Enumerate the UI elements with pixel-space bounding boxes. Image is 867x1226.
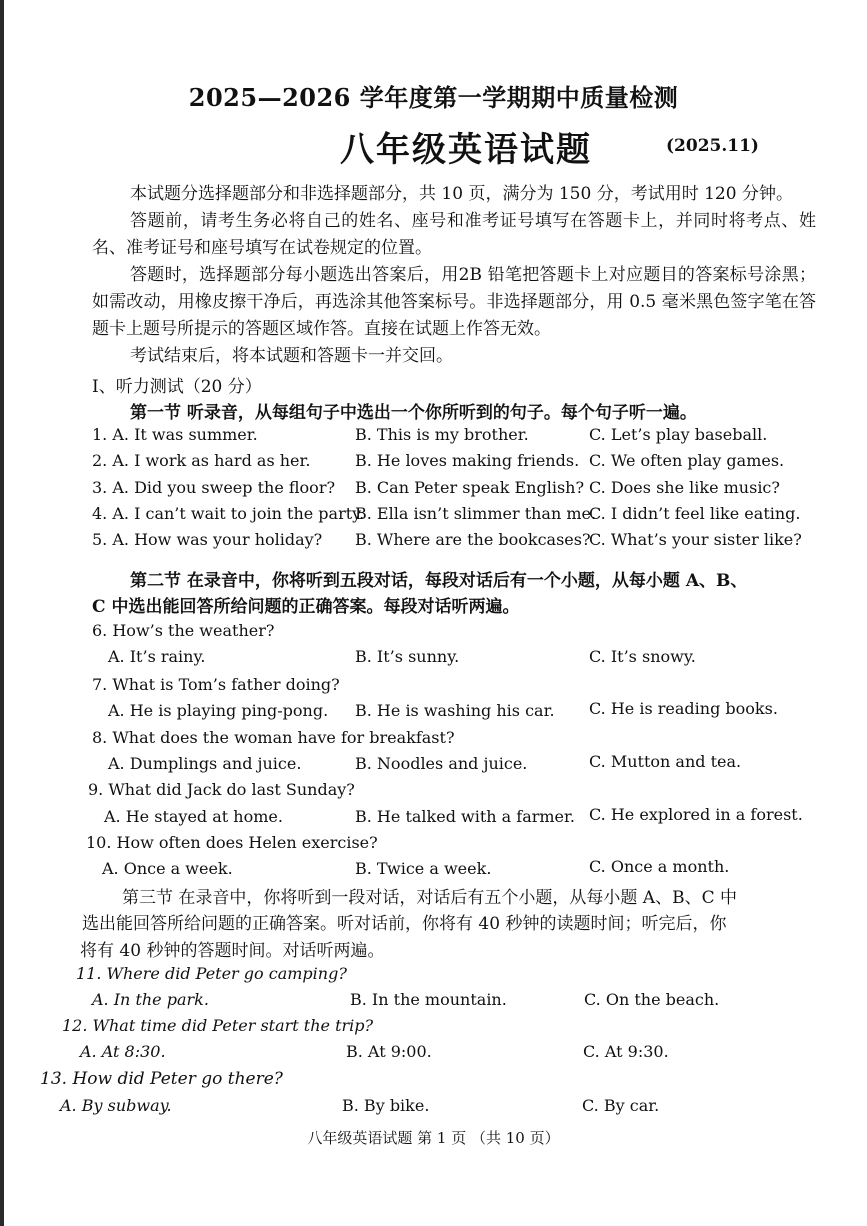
exam-main-title: 八年级英语试题	[340, 130, 592, 170]
s3-q11-option-c: C. On the beach.	[584, 990, 720, 1009]
instruction-paragraph-4: 考试结束后，将本试题和答题卡一并交回。	[130, 346, 453, 366]
section3-heading-line2: 选出能回答所给问题的正确答案。听对话前，你将有 40 秒钟的读题时间；听完后，你	[82, 914, 727, 934]
s3-q13-option-b: B. By bike.	[342, 1096, 430, 1115]
s1-q1-option-a: 1. A. It was summer.	[92, 425, 258, 444]
s2-q10-option-c: C. Once a month.	[589, 857, 730, 876]
s1-q2-option-b: B. He loves making friends.	[355, 451, 580, 470]
s1-q2-option-a: 2. A. I work as hard as her.	[92, 451, 311, 470]
section2-heading-line2: C 中选出能回答所给问题的正确答案。每段对话听两遍。	[92, 597, 520, 617]
s2-q9-option-b: B. He talked with a farmer.	[355, 807, 575, 826]
s2-q8-option-b: B. Noodles and juice.	[355, 754, 528, 773]
s1-q4-option-a: 4. A. I can’t wait to join the party.	[92, 504, 365, 523]
s3-q13-option-a: A. By subway.	[60, 1096, 172, 1115]
s3-q12-question: 12. What time did Peter start the trip?	[62, 1016, 374, 1035]
s1-q1-option-c: C. Let’s play baseball.	[589, 425, 768, 444]
s1-q3-option-a: 3. A. Did you sweep the floor?	[92, 478, 336, 497]
s2-q9-question: 9. What did Jack do last Sunday?	[88, 780, 355, 799]
s1-q1-option-b: B. This is my brother.	[355, 425, 529, 444]
s1-q3-option-b: B. Can Peter speak English?	[355, 478, 585, 497]
s2-q6-question: 6. How’s the weather?	[92, 621, 275, 640]
s2-q7-question: 7. What is Tom’s father doing?	[92, 675, 340, 694]
section1-heading: 第一节 听录音，从每组句子中选出一个你所听到的句子。每个句子听一遍。	[130, 403, 697, 423]
s1-q5-option-b: B. Where are the bookcases?	[355, 530, 591, 549]
s3-q13-option-c: C. By car.	[582, 1096, 660, 1115]
s1-q4-option-b: B. Ella isn’t slimmer than me.	[355, 504, 597, 523]
s2-q8-option-c: C. Mutton and tea.	[589, 752, 742, 771]
s2-q8-option-a: A. Dumplings and juice.	[108, 754, 302, 773]
s1-q2-option-c: C. We often play games.	[589, 451, 785, 470]
instruction-paragraph-1: 本试题分选择题部分和非选择题部分，共 10 页，满分为 150 分，考试用时 120 分钟。	[130, 184, 793, 204]
s3-q11-option-b: B. In the mountain.	[350, 990, 507, 1009]
s3-q11-option-a: A. In the park.	[92, 990, 209, 1009]
s2-q10-option-b: B. Twice a week.	[355, 859, 492, 878]
s3-q12-option-c: C. At 9:30.	[583, 1042, 669, 1061]
section3-heading-line1: 第三节 在录音中，你将听到一段对话，对话后有五个小题，从每小题 A、B、C 中	[122, 888, 737, 908]
s2-q6-option-a: A. It’s rainy.	[108, 647, 206, 666]
exam-header-title: 2025—2026 学年度第一学期期中质量检测	[188, 83, 679, 112]
instruction-paragraph-3: 答题时，选择题部分每小题选出答案后，用2B 铅笔把答题卡上对应题目的答案标号涂黑；如需改动，用橡皮擦干净后，再选涂其他答案标号。非选择题部分，用 0.5 毫米黑色签字笔在答题卡上题号所提示的答题区域作答。直接在试题上作答无效。	[92, 265, 816, 339]
s2-q6-option-b: B. It’s sunny.	[355, 647, 460, 666]
exam-date: (2025.11)	[666, 136, 759, 156]
s1-q3-option-c: C. Does she like music?	[589, 478, 780, 497]
s1-q5-option-a: 5. A. How was your holiday?	[92, 530, 323, 549]
s3-q13-question: 13. How did Peter go there?	[40, 1069, 283, 1089]
s2-q10-option-a: A. Once a week.	[102, 859, 233, 878]
s1-q5-option-c: C. What’s your sister like?	[589, 530, 802, 549]
s3-q12-option-b: B. At 9:00.	[346, 1042, 432, 1061]
s2-q6-option-c: C. It’s snowy.	[589, 647, 696, 666]
instruction-paragraph-2: 答题前，请考生务必将自己的姓名、座号和准考证号填写在答题卡上，并同时将考点、姓名、准考证号和座号填写在试卷规定的位置。	[92, 211, 816, 258]
s2-q8-question: 8. What does the woman have for breakfast?	[92, 728, 455, 747]
s3-q11-question: 11. Where did Peter go camping?	[76, 964, 347, 983]
s1-q4-option-c: C. I didn’t feel like eating.	[589, 504, 801, 523]
s2-q7-option-c: C. He is reading books.	[589, 699, 778, 718]
section3-heading-line3: 将有 40 秒钟的答题时间。对话听两遍。	[80, 941, 385, 961]
s2-q9-option-a: A. He stayed at home.	[104, 807, 283, 826]
section2-heading-line1: 第二节 在录音中，你将听到五段对话，每段对话后有一个小题，从每小题 A、B、	[130, 571, 748, 591]
s2-q9-option-c: C. He explored in a forest.	[589, 805, 803, 824]
page-footer: 八年级英语试题 第 1 页 （共 10 页）	[307, 1129, 560, 1147]
scan-edge	[0, 0, 4, 1226]
part1-heading: I、听力测试（20 分）	[92, 377, 262, 397]
s2-q7-option-a: A. He is playing ping-pong.	[108, 701, 329, 720]
s2-q7-option-b: B. He is washing his car.	[355, 701, 555, 720]
s3-q12-option-a: A. At 8:30.	[80, 1042, 166, 1061]
s2-q10-question: 10. How often does Helen exercise?	[86, 833, 378, 852]
